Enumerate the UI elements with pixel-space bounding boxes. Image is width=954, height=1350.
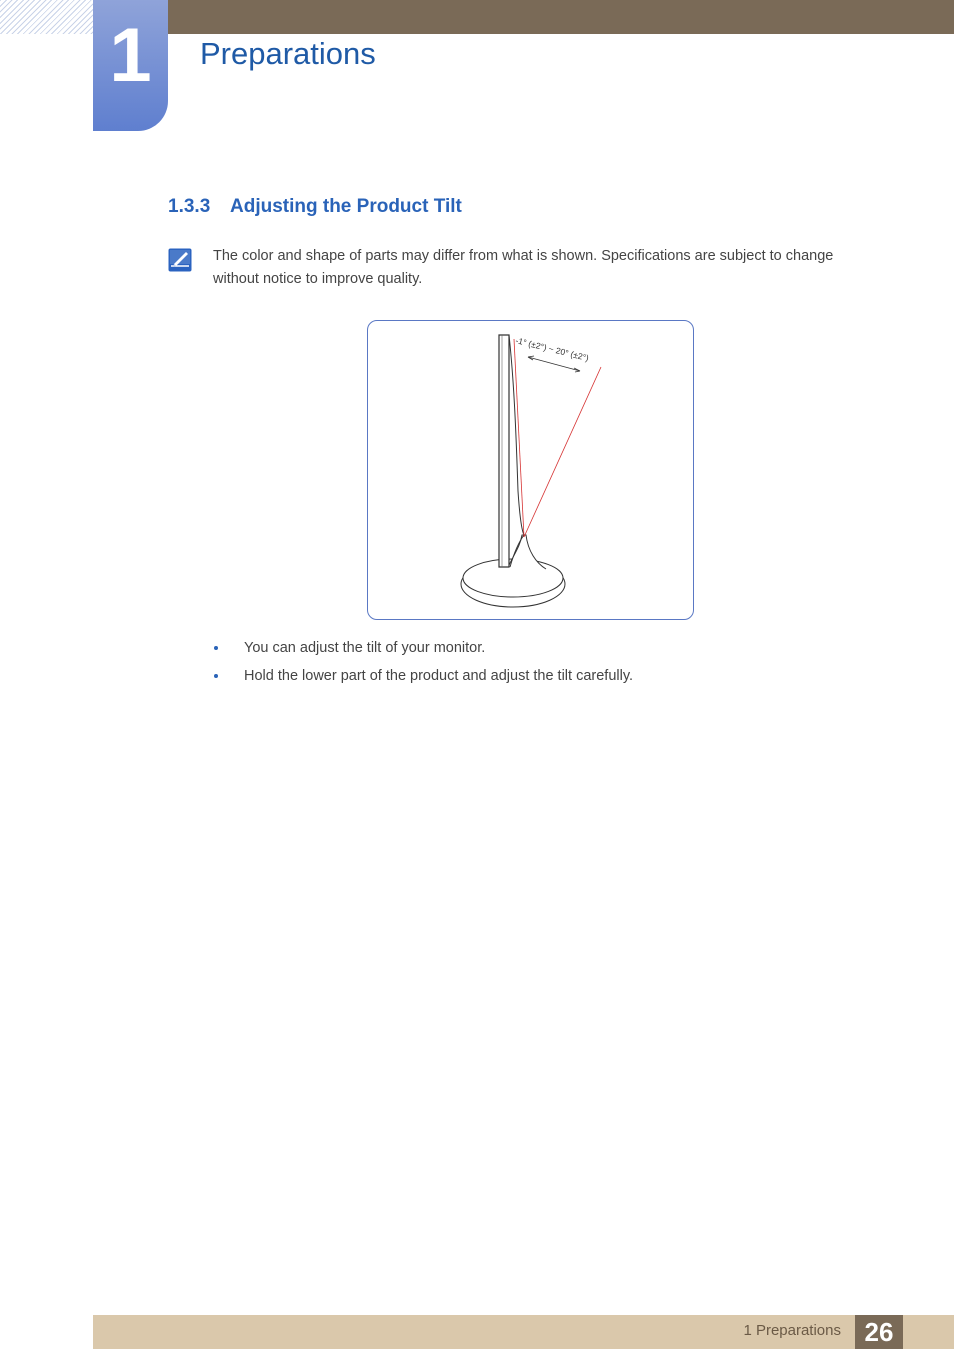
note-text: The color and shape of parts may differ from what is shown. Specifications are subject to change without notice to improve quality. bbox=[213, 248, 834, 287]
chapter-title: Preparations bbox=[200, 36, 376, 71]
bullet-icon bbox=[214, 674, 218, 678]
monitor-base bbox=[461, 535, 565, 607]
tilt-reference-line bbox=[524, 367, 601, 537]
section-title: Adjusting the Product Tilt bbox=[230, 196, 462, 217]
page-number: 26 bbox=[855, 1315, 903, 1349]
section-heading bbox=[168, 196, 462, 218]
bullet-icon bbox=[214, 646, 218, 650]
tilt-angle-label: -1° (±2°) ~ 20° (±2°) bbox=[514, 335, 590, 364]
tilt-figure bbox=[367, 320, 694, 620]
chapter-number-tab bbox=[93, 0, 168, 131]
list-item: You can adjust the tilt of your monitor. bbox=[213, 636, 853, 660]
chapter-number: 1 bbox=[109, 13, 152, 98]
note-pencil-icon bbox=[168, 248, 192, 272]
footer-chapter-label: 1 Preparations bbox=[743, 1322, 841, 1339]
tilt-instructions-list bbox=[213, 636, 853, 692]
header-hatch-decoration bbox=[0, 0, 93, 34]
section-number: 1.3.3 bbox=[168, 196, 211, 217]
monitor-tilt-illustration bbox=[368, 321, 695, 621]
monitor-panel bbox=[499, 335, 524, 567]
header-bar bbox=[168, 0, 954, 34]
list-item: Hold the lower part of the product and adjust the tilt carefully. bbox=[213, 664, 853, 688]
